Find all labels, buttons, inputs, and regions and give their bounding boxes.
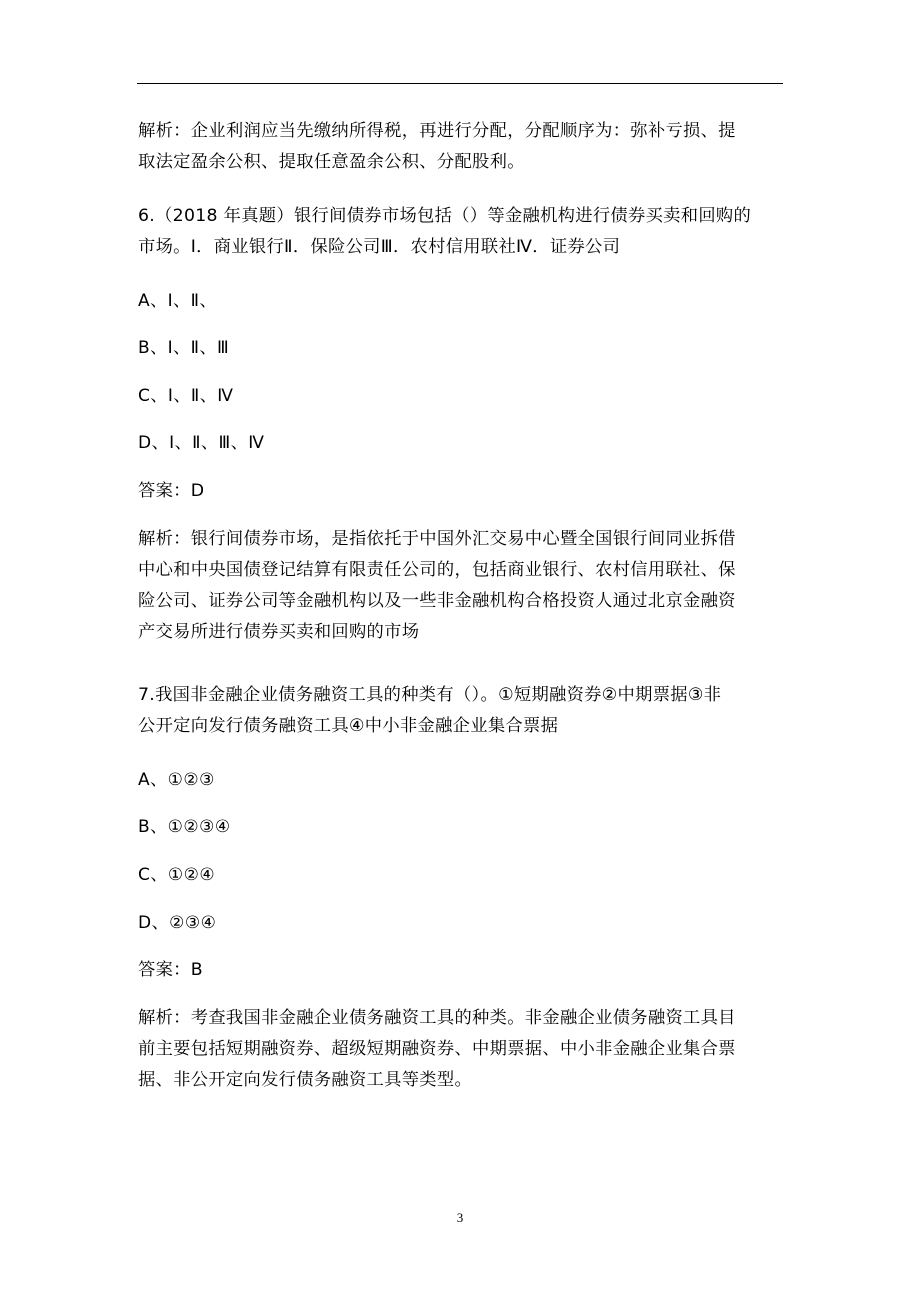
q7-option-a: A、①②③ [138, 770, 215, 790]
question-line: 6.（2018 年真题）银行间债券市场包括（）等金融机构进行债券买卖和回购的 [138, 206, 752, 226]
text-line: 解析：考查我国非金融企业债务融资工具的种类。非金融企业债务融资工具目 [138, 1008, 736, 1028]
q7-option-d: D、②③④ [138, 913, 217, 933]
previous-analysis [138, 116, 786, 178]
page-number: 3 [456, 1210, 464, 1225]
q6-analysis [138, 524, 786, 648]
text-line: 前主要包括短期融资券、超级短期融资券、中期票据、中小非金融企业集合票 [138, 1039, 736, 1059]
text-line: 解析：企业利润应当先缴纳所得税，再进行分配，分配顺序为：弥补亏损、提 [138, 121, 736, 141]
q7-answer: 答案：B [138, 960, 203, 980]
text-line: 取法定盈余公积、提取任意盈余公积、分配股利。 [138, 152, 525, 172]
q6-option-b: B、Ⅰ、Ⅱ、Ⅲ [138, 338, 230, 358]
question-7 [138, 680, 786, 742]
text-line: 产交易所进行债券买卖和回购的市场 [138, 622, 420, 642]
question-line: 7.我国非金融企业债务融资工具的种类有（）。①短期融资券②中期票据③非 [138, 685, 722, 705]
text-line: 险公司、证券公司等金融机构以及一些非金融机构合格投资人通过北京金融资 [138, 591, 736, 611]
q6-option-d: D、Ⅰ、Ⅱ、Ⅲ、Ⅳ [138, 433, 265, 453]
q7-option-c: C、①②④ [138, 865, 216, 885]
q6-option-c: C、Ⅰ、Ⅱ、Ⅳ [138, 386, 234, 406]
question-6 [138, 201, 786, 263]
q6-option-a: A、Ⅰ、Ⅱ、 [138, 291, 218, 311]
text-line: 中心和中央国债登记结算有限责任公司的，包括商业银行、农村信用联社、保 [138, 560, 736, 580]
question-line: 市场。Ⅰ．商业银行Ⅱ．保险公司Ⅲ．农村信用联社Ⅳ．证券公司 [138, 237, 621, 257]
question-line: 公开定向发行债务融资工具④中小非金融企业集合票据 [138, 716, 559, 736]
text-line: 据、非公开定向发行债务融资工具等类型。 [138, 1070, 473, 1090]
text-line: 解析：银行间债券市场，是指依托于中国外汇交易中心暨全国银行间同业拆借 [138, 529, 736, 549]
header-rule [137, 83, 783, 84]
q6-answer: 答案：D [138, 481, 205, 501]
q7-analysis [138, 1003, 786, 1096]
q7-option-b: B、①②③④ [138, 817, 231, 837]
